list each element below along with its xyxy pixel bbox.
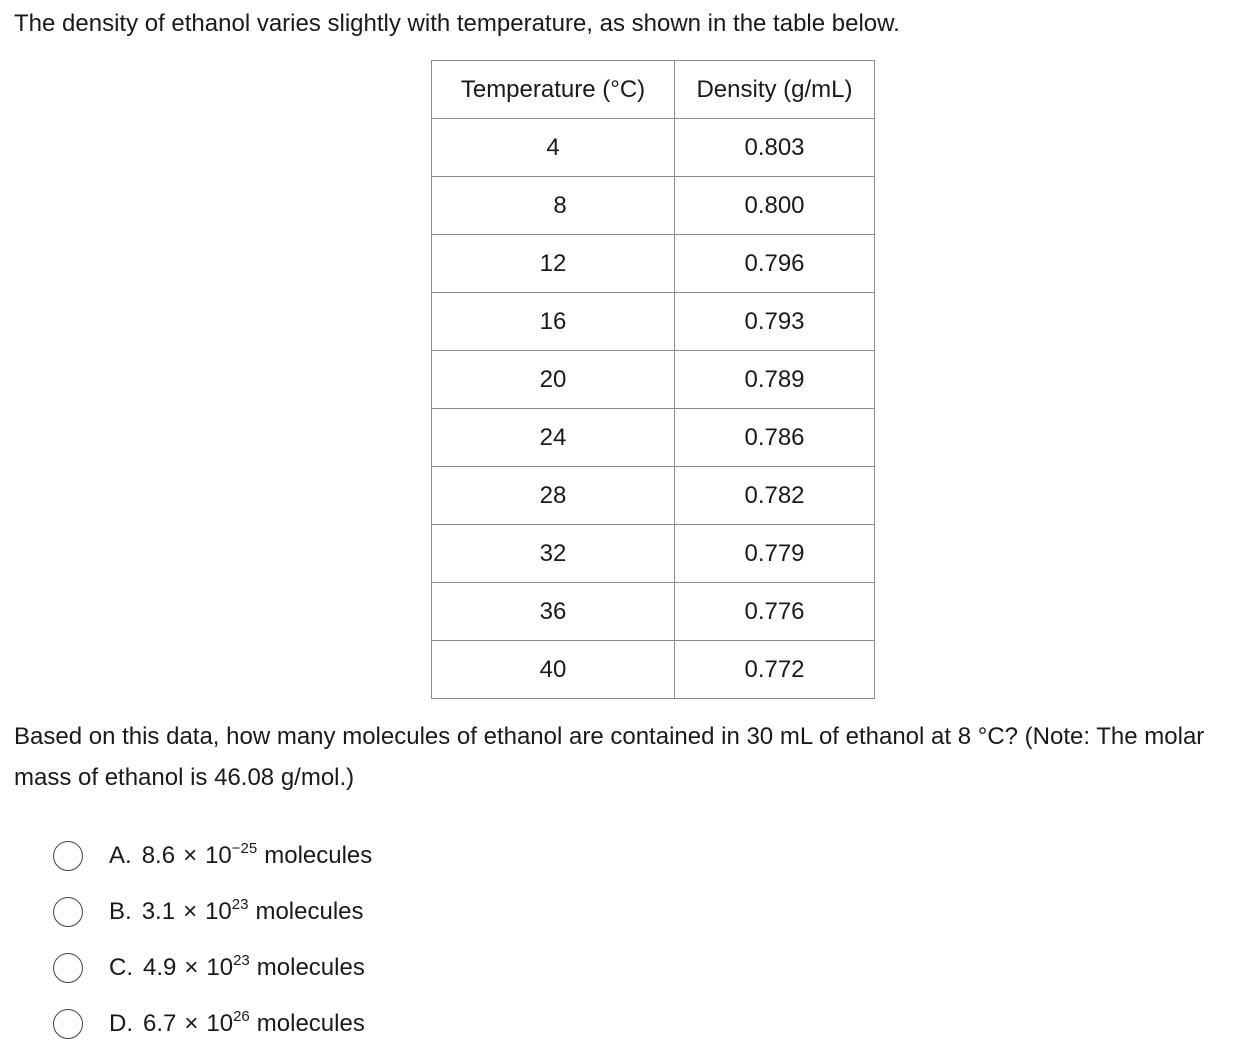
temperature-cell: 36 <box>432 583 675 641</box>
option-base: 10 <box>205 898 232 925</box>
option-coefficient: 4.9 <box>143 954 177 981</box>
times-sign: × <box>183 842 198 869</box>
table-row <box>432 235 875 293</box>
table-row <box>432 119 875 177</box>
density-cell: 0.789 <box>675 351 875 409</box>
option-coefficient: 6.7 <box>143 1010 177 1037</box>
option-exponent: 26 <box>233 1007 250 1025</box>
option-b[interactable] <box>53 884 372 940</box>
temperature-cell: 28 <box>432 467 675 525</box>
header-temperature: Temperature (°C) <box>432 61 675 119</box>
radio-button-c[interactable] <box>53 953 83 983</box>
intro-text: The density of ethanol varies slightly with temperature, as shown in the table below. <box>14 10 900 37</box>
option-letter: B. <box>109 898 132 925</box>
option-base: 10 <box>205 842 232 869</box>
option-coefficient: 3.1 <box>141 898 176 925</box>
density-cell: 0.779 <box>675 525 875 583</box>
option-letter: D. <box>109 1010 133 1037</box>
temperature-cell: 4 <box>432 119 675 177</box>
temperature-cell: 24 <box>432 409 675 467</box>
density-cell: 0.793 <box>675 293 875 351</box>
option-exponent: 23 <box>233 951 250 969</box>
option-base: 10 <box>206 954 234 981</box>
temperature-cell: 40 <box>432 641 675 699</box>
option-d[interactable] <box>53 996 372 1052</box>
table-row <box>432 351 875 409</box>
answer-options <box>53 828 372 1052</box>
option-unit: molecules <box>256 1010 365 1037</box>
density-cell: 0.786 <box>675 409 875 467</box>
density-cell: 0.796 <box>675 235 875 293</box>
option-letter: A. <box>109 842 132 869</box>
density-cell: 0.800 <box>675 177 875 235</box>
temperature-cell: 20 <box>432 351 675 409</box>
density-cell: 0.803 <box>675 119 875 177</box>
table-row <box>432 525 875 583</box>
density-cell: 0.782 <box>675 467 875 525</box>
option-unit: molecules <box>256 954 365 981</box>
times-sign: × <box>184 954 199 981</box>
temperature-cell: 8 <box>432 177 675 235</box>
option-base: 10 <box>206 1010 234 1037</box>
option-exponent: 23 <box>231 895 249 913</box>
density-table <box>431 60 875 699</box>
temperature-cell: 16 <box>432 293 675 351</box>
option-a[interactable] <box>53 828 372 884</box>
header-density: Density (g/mL) <box>675 61 875 119</box>
table-row <box>432 583 875 641</box>
radio-button-b[interactable] <box>53 897 83 927</box>
table-row <box>432 177 875 235</box>
table-row <box>432 293 875 351</box>
radio-button-a[interactable] <box>53 841 83 871</box>
table-header-row <box>432 61 875 119</box>
radio-button-d[interactable] <box>53 1009 83 1039</box>
table-row <box>432 641 875 699</box>
option-coefficient: 8.6 <box>141 842 176 869</box>
times-sign: × <box>183 898 198 925</box>
option-unit: molecules <box>264 842 373 869</box>
option-letter: C. <box>109 954 133 981</box>
option-c[interactable] <box>53 940 372 996</box>
density-cell: 0.772 <box>675 641 875 699</box>
option-exponent: −25 <box>231 839 258 857</box>
option-unit: molecules <box>255 898 364 925</box>
density-cell: 0.776 <box>675 583 875 641</box>
temperature-cell: 12 <box>432 235 675 293</box>
times-sign: × <box>184 1010 199 1037</box>
table-row <box>432 409 875 467</box>
table-row <box>432 467 875 525</box>
temperature-cell: 32 <box>432 525 675 583</box>
question-text: Based on this data, how many molecules of ethanol are contained in 30 mL of ethanol at 8 °C? (Note: The molar mass of ethanol is 46.08 g/mol.) <box>14 723 1205 791</box>
